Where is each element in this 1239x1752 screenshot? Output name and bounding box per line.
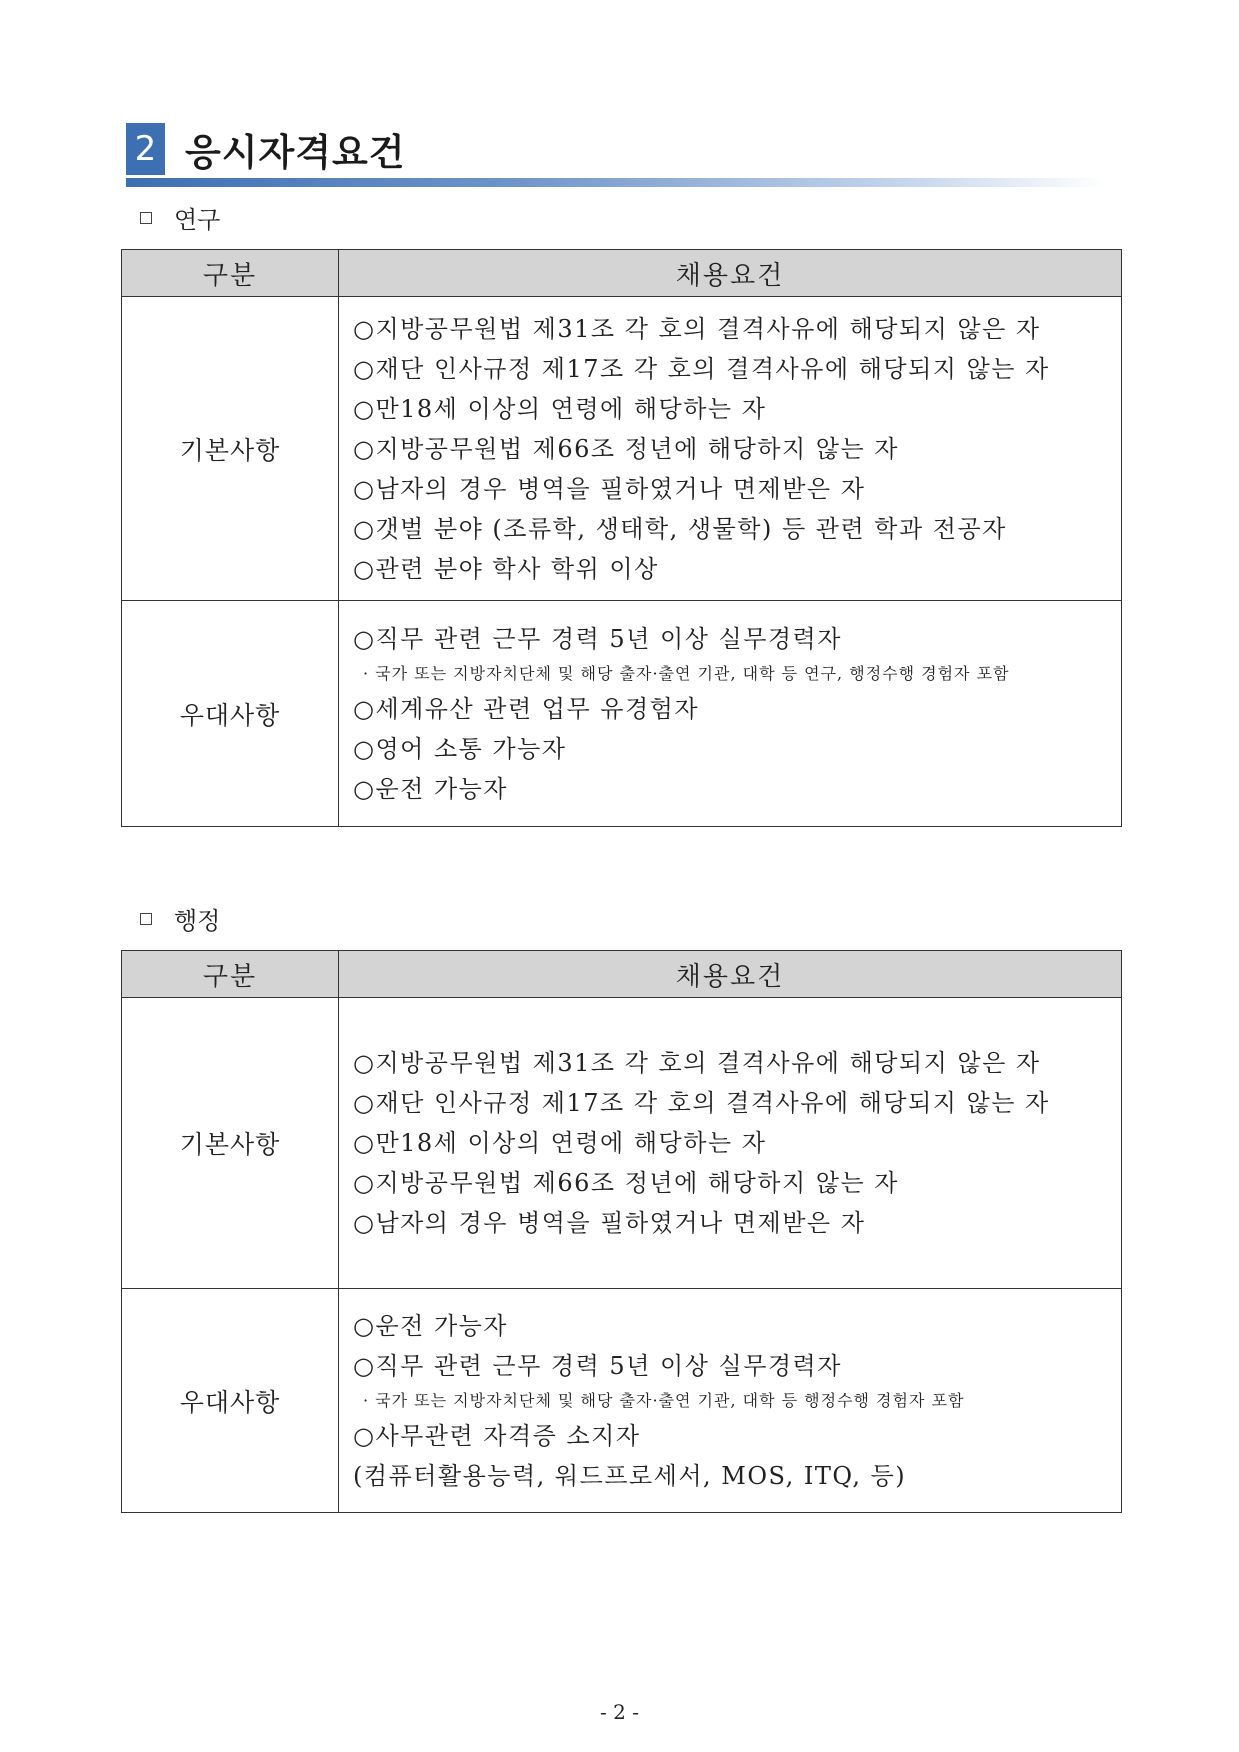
column-header-requirements: 채용요건 [339, 951, 1122, 998]
requirement-item: (컴퓨터활용능력, 워드프로세서, MOS, ITQ, 등) [353, 1461, 907, 1490]
requirement-item: ○지방공무원법 제31조 각 호의 결격사유에 해당되지 않은 자 [353, 314, 1041, 343]
row-requirements [339, 297, 1122, 601]
subsection-label-text: 행정 [174, 907, 221, 935]
requirement-item: ○관련 분야 학사 학위 이상 [353, 554, 659, 583]
requirement-item: ○남자의 경우 병역을 필하였거나 면제받은 자 [353, 1209, 866, 1237]
requirement-item: ○재단 인사규정 제17조 각 호의 결격사유에 해당되지 않는 자 [353, 1089, 1050, 1117]
requirement-item: ○직무 관련 근무 경력 5년 이상 실무경력자 [353, 1351, 842, 1380]
row-requirements [339, 1289, 1122, 1513]
requirement-item: ○세계유산 관련 업무 유경험자 [353, 694, 700, 723]
column-header-category: 구분 [122, 951, 339, 998]
requirement-item: ○지방공무원법 제31조 각 호의 결격사유에 해당되지 않은 자 [353, 1049, 1041, 1077]
table-row [122, 998, 1122, 1289]
column-header-category: 구분 [122, 250, 339, 297]
row-category: 우대사항 [122, 1289, 339, 1513]
page-number: - 2 - [600, 1700, 639, 1724]
row-category: 기본사항 [122, 297, 339, 601]
table-row [122, 601, 1122, 827]
requirement-item: ○사무관련 자격증 소지자 [353, 1421, 641, 1450]
square-bullet-icon [140, 212, 152, 224]
requirement-item: ○직무 관련 근무 경력 5년 이상 실무경력자 [353, 624, 842, 653]
section-title: 응시자격요건 [185, 131, 406, 174]
requirement-item: ○남자의 경우 병역을 필하였거나 면제받은 자 [353, 474, 866, 503]
requirement-note: · 국가 또는 지방자치단체 및 해당 출자·출연 기관, 대학 등 행정수행 경험자 포함 [363, 1390, 965, 1410]
column-header-requirements: 채용요건 [339, 250, 1122, 297]
subsection-label-text: 연구 [174, 206, 221, 234]
requirement-item: ○재단 인사규정 제17조 각 호의 결격사유에 해당되지 않는 자 [353, 354, 1050, 383]
requirement-item: ○갯벌 분야 (조류학, 생태학, 생물학) 등 관련 학과 전공자 [353, 514, 1007, 543]
square-bullet-icon [140, 913, 152, 925]
subsection-label-admin [140, 901, 220, 936]
row-category: 우대사항 [122, 601, 339, 827]
requirement-item: ○운전 가능자 [353, 774, 508, 803]
requirement-item: ○영어 소통 가능자 [353, 734, 567, 763]
requirements-table-admin [121, 950, 1122, 1513]
requirement-item: ○운전 가능자 [353, 1311, 508, 1340]
table-row [122, 1289, 1122, 1513]
table-row [122, 297, 1122, 601]
requirement-item: ○지방공무원법 제66조 정년에 해당하지 않는 자 [353, 434, 899, 463]
row-requirements [339, 998, 1122, 1289]
section-heading [126, 122, 405, 176]
table-header-row [122, 250, 1122, 297]
requirement-note: · 국가 또는 지방자치단체 및 해당 출자·출연 기관, 대학 등 연구, 행정수행 경험자 포함 [363, 663, 1010, 683]
requirement-item: ○만18세 이상의 연령에 해당하는 자 [353, 394, 767, 423]
table-header-row [122, 951, 1122, 998]
requirement-item: ○지방공무원법 제66조 정년에 해당하지 않는 자 [353, 1169, 899, 1197]
subsection-label-research [140, 200, 220, 235]
heading-underline [126, 178, 1106, 187]
section-number-badge: 2 [126, 123, 165, 175]
row-requirements [339, 601, 1122, 827]
requirement-item: ○만18세 이상의 연령에 해당하는 자 [353, 1129, 767, 1157]
row-category: 기본사항 [122, 998, 339, 1289]
requirements-table-research [121, 249, 1122, 827]
